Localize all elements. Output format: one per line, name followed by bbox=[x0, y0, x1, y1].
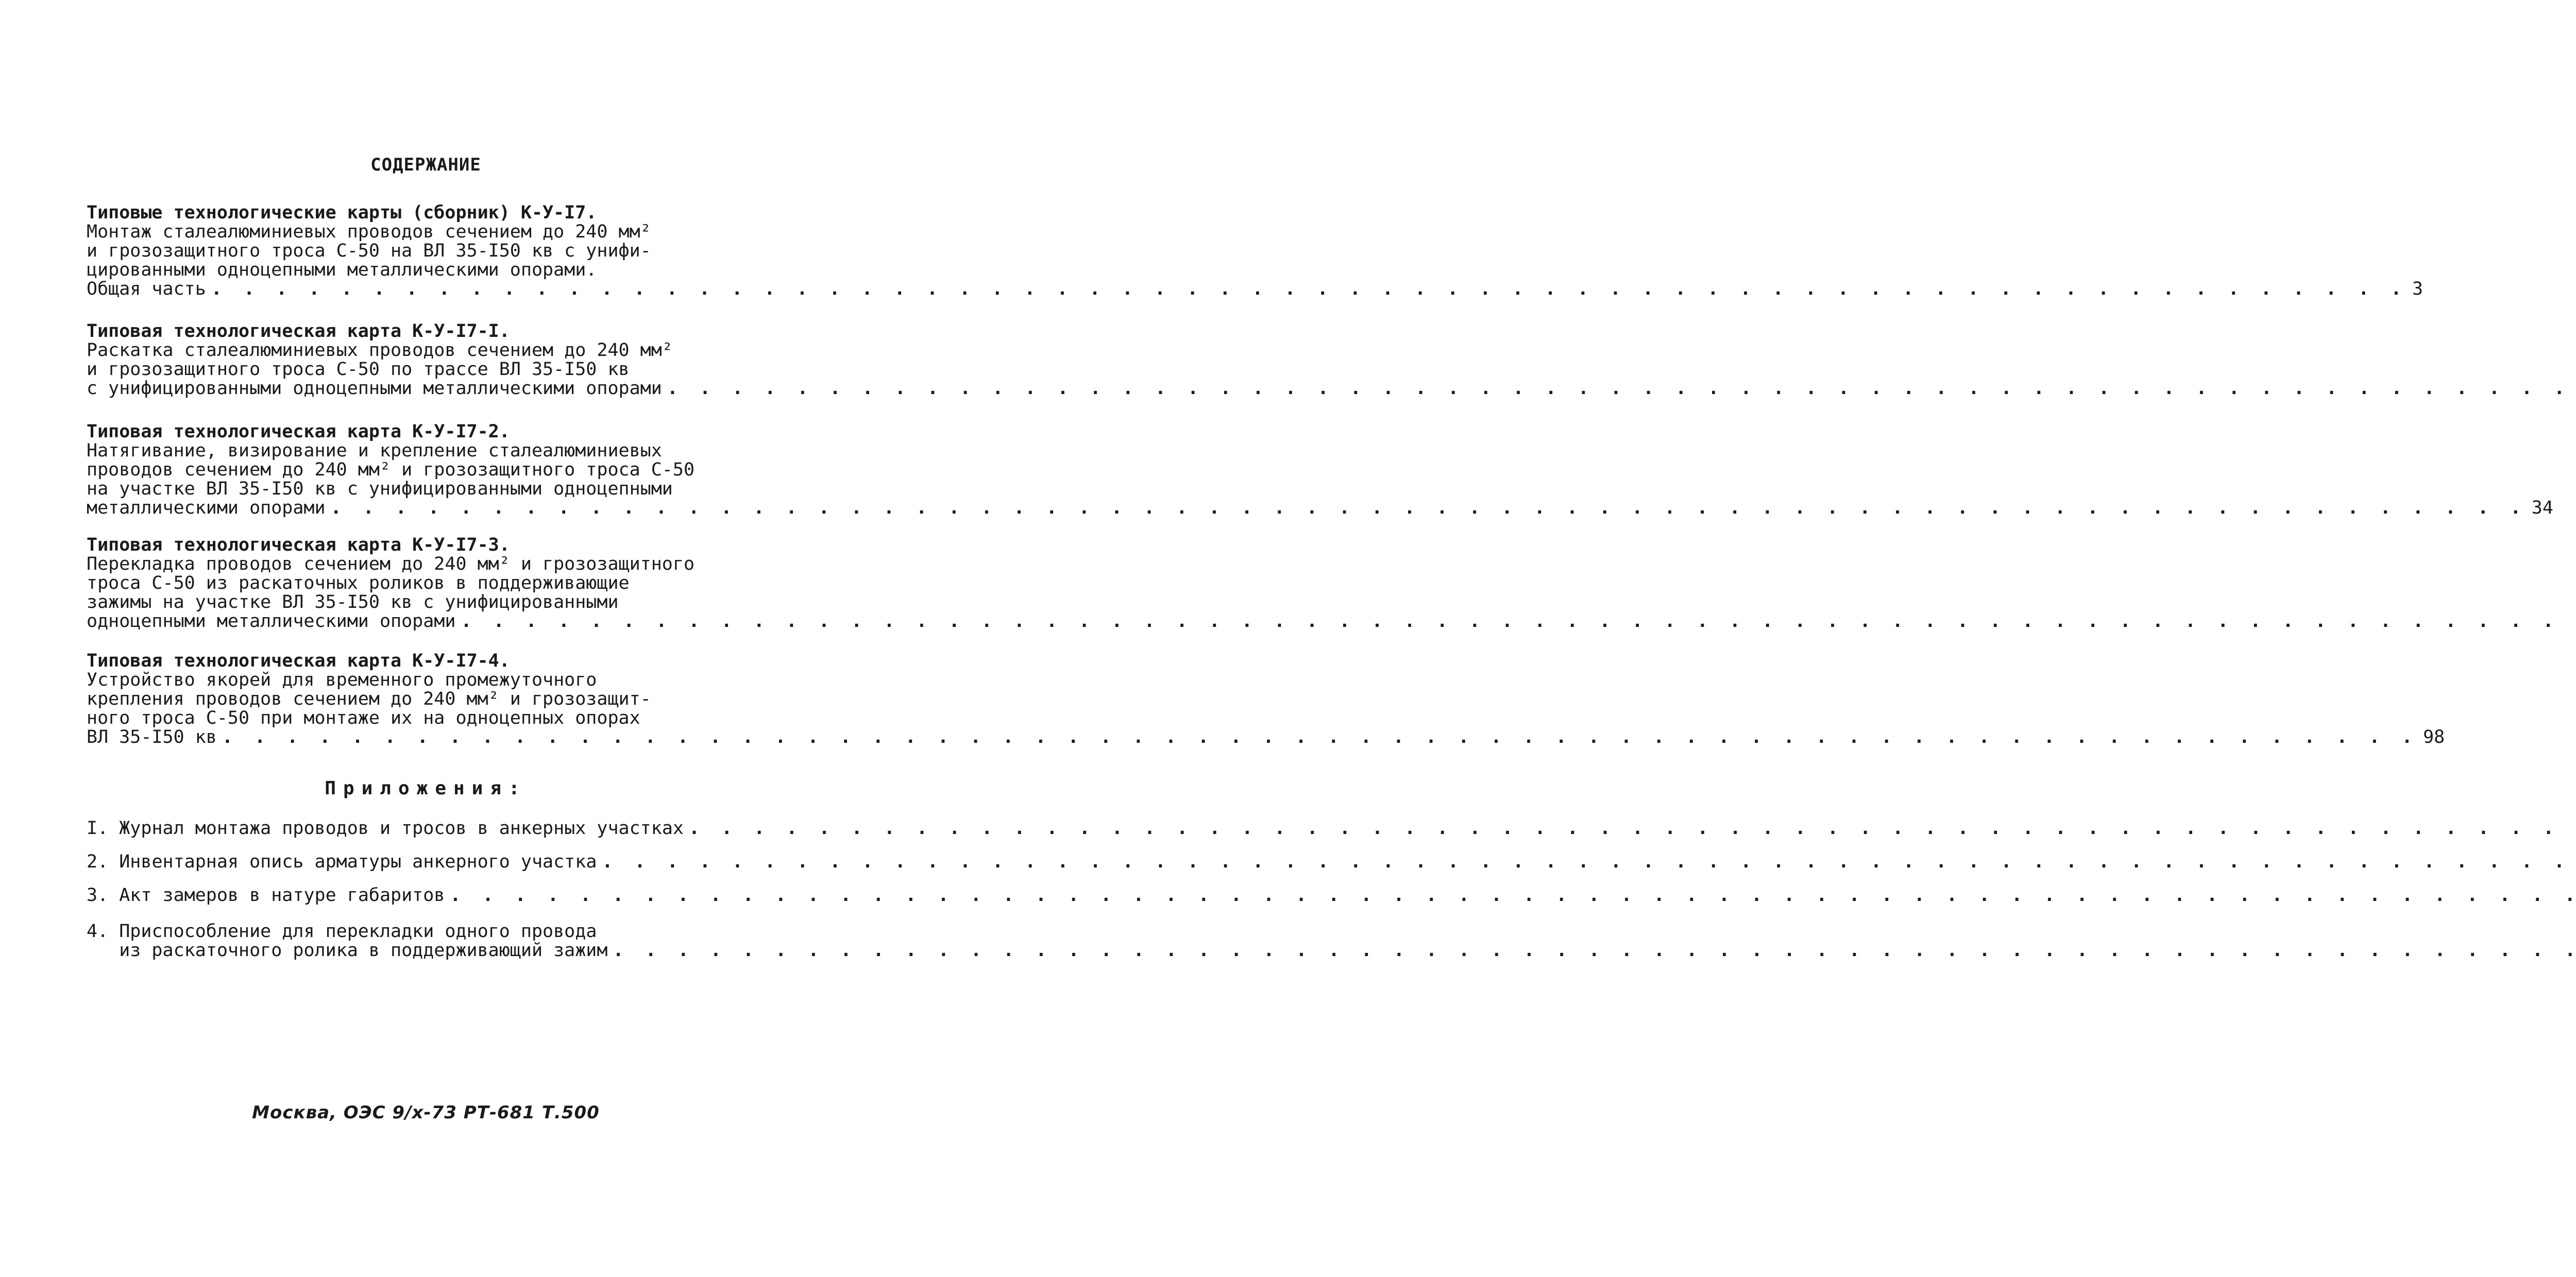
dot-leader bbox=[211, 279, 2407, 299]
entry-heading: Типовая технологическая карта К-У-I7-I. bbox=[87, 321, 510, 342]
entry-text-line: и грозозащитного троса С-50 на ВЛ 35-I50 кв с унифи- bbox=[87, 241, 651, 261]
entry-text-line: Устройство якорей для временного промежуточного bbox=[87, 670, 597, 690]
page-title: СОДЕРЖАНИЕ bbox=[370, 155, 481, 175]
appendix-heading: Приложения: bbox=[325, 778, 527, 799]
entry-text-line: Перекладка проводов сечением до 240 мм² и грозозащитного bbox=[87, 554, 695, 574]
appendix-text-line bbox=[87, 922, 767, 941]
entry-text-line: на участке ВЛ 35-I50 кв с унифицированными одноцепными bbox=[87, 479, 673, 499]
contents-entry bbox=[87, 536, 767, 631]
entry-text-line: Раскатка сталеалюминиевых проводов сечением до 240 мм² bbox=[87, 340, 673, 361]
entry-text-line: ного троса С-50 при монтаже их на одноцепных опорах bbox=[87, 708, 640, 728]
dot-leader bbox=[613, 940, 2576, 961]
entry-last-line: одноцепными металлическими опорами bbox=[87, 611, 456, 632]
page-number: 34 bbox=[2531, 498, 2553, 518]
page-number: 98 bbox=[2423, 727, 2445, 747]
entry-text-line: проводов сечением до 240 мм² и грозозащитного троса С-50 bbox=[87, 459, 695, 480]
appendix-last-line: Инвентарная опись арматуры анкерного участка bbox=[119, 852, 597, 872]
contents-entry bbox=[87, 322, 767, 398]
entry-text-line: и грозозащитного троса С-50 по трассе ВЛ 35-I50 кв bbox=[87, 359, 630, 380]
appendix-last-line: Акт замеров в натуре габаритов bbox=[119, 885, 445, 906]
entry-last-line: металлическими опорами bbox=[87, 498, 326, 518]
appendix-number: I. bbox=[87, 818, 109, 839]
appendix-item bbox=[87, 886, 767, 905]
entry-last-line: ВЛ 35-I50 кв bbox=[87, 727, 217, 747]
entry-text-line: троса С-50 из раскаточных роликов в поддерживающие bbox=[87, 573, 630, 593]
entry-heading: Типовая технологическая карта К-У-I7-3. bbox=[87, 535, 510, 555]
entry-heading: Типовая технологическая карта К-У-I7-4. bbox=[87, 651, 510, 671]
contents-entry bbox=[87, 421, 2553, 518]
entry-heading: Типовые технологические карты (сборник) К-У-I7. bbox=[87, 202, 597, 223]
entry-text-line: цированными одноцепными металлическими опорами. bbox=[87, 260, 597, 280]
dot-leader bbox=[222, 727, 2418, 747]
entry-text-line: зажимы на участке ВЛ 35-I50 кв с унифицированными bbox=[87, 592, 619, 612]
appendix-number: 4. bbox=[87, 921, 109, 942]
appendix-item bbox=[87, 819, 767, 838]
dot-leader bbox=[461, 611, 2576, 632]
appendix-last-line: из раскаточного ролика в поддерживающий зажим bbox=[119, 940, 608, 961]
dot-leader bbox=[667, 378, 2576, 399]
entry-text-line: Монтаж сталеалюминиевых проводов сечением до 240 мм² bbox=[87, 222, 651, 242]
imprint-footer: Москва, ОЭС 9/х-73 РТ-681 Т.500 bbox=[252, 1102, 600, 1123]
entry-heading: Типовая технологическая карта К-У-I7-2. bbox=[87, 421, 510, 442]
dot-leader bbox=[331, 498, 2527, 518]
entry-last-line: с унифицированными одноцепными металлическими опорами bbox=[87, 378, 662, 399]
page-number: 3 bbox=[2412, 279, 2424, 299]
contents-entry bbox=[87, 202, 2424, 299]
appendix-number: 2. bbox=[87, 852, 109, 872]
appendix-number: 3. bbox=[87, 885, 109, 906]
entry-last-line: Общая часть bbox=[87, 279, 206, 299]
appendix-last-line: Журнал монтажа проводов и тросов в анкерных участках bbox=[119, 818, 684, 839]
dot-leader bbox=[450, 885, 2576, 906]
dot-leader bbox=[602, 852, 2576, 872]
entry-text-line: крепления проводов сечением до 240 мм² и грозозащит- bbox=[87, 689, 651, 709]
appendix-item bbox=[87, 922, 767, 960]
appendix-text: Приспособление для перекладки одного провода bbox=[108, 921, 597, 942]
entry-text-line: Натягивание, визирование и крепление сталеалюминиевых bbox=[87, 440, 662, 461]
appendix-item bbox=[87, 853, 767, 872]
dot-leader bbox=[689, 818, 2576, 839]
contents-entry bbox=[87, 651, 2445, 747]
